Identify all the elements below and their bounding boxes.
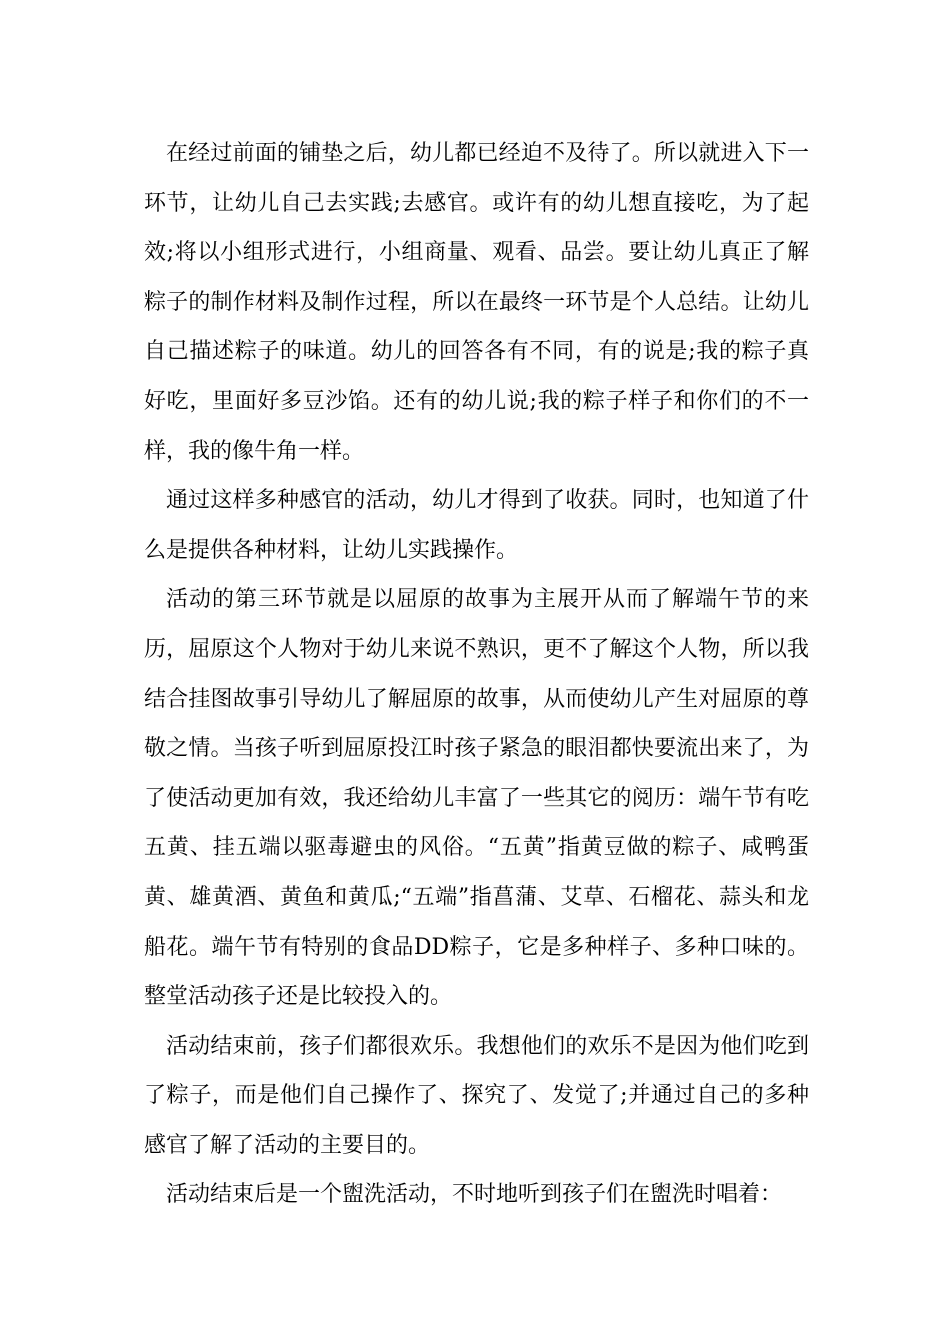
paragraph-4: 活动结束前，孩子们都很欢乐。我想他们的欢乐不是因为他们吃到了粽子，而是他们自己操作了、探究了、发觉了;并通过自己的多种感官了解了活动的主要目的。: [144, 1033, 809, 1158]
paragraph-3: 活动的第三环节就是以屈原的故事为主展开从而了解端午节的来历，屈原这个人物对于幼儿来说不熟识，更不了解这个人物，所以我结合挂图故事引导幼儿了解屈原的故事，从而使幼儿产生对屈原的尊敬之情。当孩子听到屈原投江时孩子紧急的眼泪都快要流出来了，为了使活动更加有效，我还给幼儿丰富了一些其它的阅历：端午节有吃五黄、挂五端以驱毒避虫的风俗。“五黄”指黄豆做的粽子、咸鸭蛋黄、雄黄酒、黄鱼和黄瓜;“五端”指菖蒲、艾草、石榴花、蒜头和龙船花。端午节有特别的食品DD粽子，它是多种样子、多种口味的。整堂活动孩子还是比较投入的。: [144, 587, 809, 1010]
paragraph-2: 通过这样多种感官的活动，幼儿才得到了收获。同时，也知道了什么是提供各种材料，让幼儿实践操作。: [144, 488, 809, 563]
paragraph-5: 活动结束后是一个盥洗活动，不时地听到孩子们在盥洗时唱着：: [166, 1182, 783, 1208]
paragraph-1: 在经过前面的铺垫之后，幼儿都已经迫不及待了。所以就进入下一环节，让幼儿自己去实践;去感官。或许有的幼儿想直接吃，为了起效;将以小组形式进行，小组商量、观看、品尝。要让幼儿真正了解粽子的制作材料及制作过程，所以在最终一环节是个人总结。让幼儿自己描述粽子的味道。幼儿的回答各有不同，有的说是;我的粽子真好吃，里面好多豆沙馅。还有的幼儿说;我的粽子样子和你们的不一样，我的像牛角一样。: [144, 141, 809, 464]
document-body: [144, 129, 809, 1220]
